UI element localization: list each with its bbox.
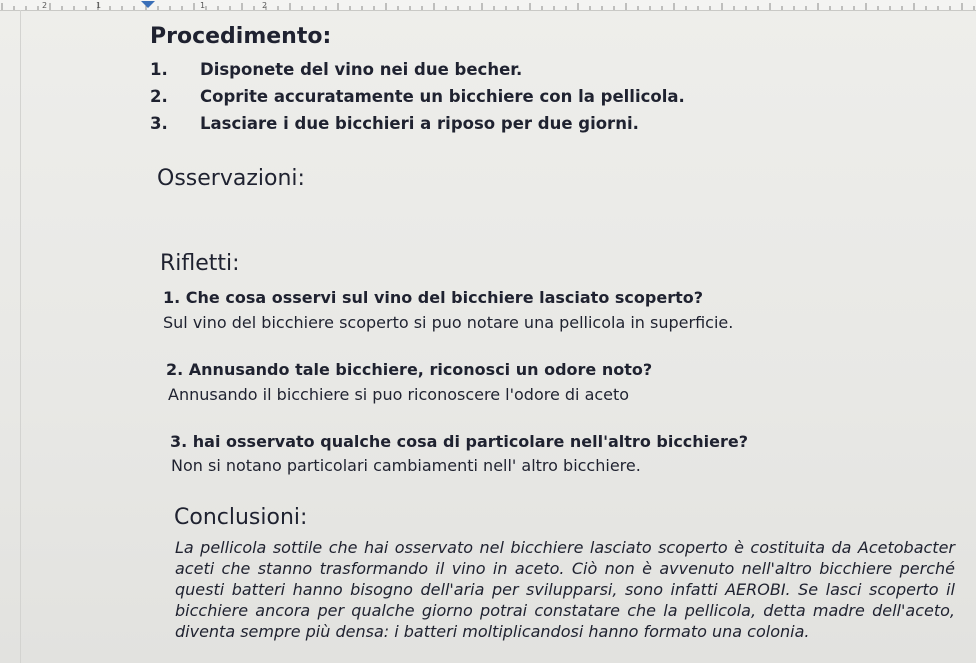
answer-1: Sul vino del bicchiere scoperto si puo notare una pellicola in superficie. <box>163 313 734 332</box>
question-1: 1. Che cosa osservi sul vino del bicchiere lasciato scoperto? <box>163 288 704 307</box>
conclusioni-heading: Conclusioni: <box>174 505 308 530</box>
ruler-label: 2 <box>262 1 268 10</box>
answer-3: Non si notano particolari cambiamenti nell' altro bicchiere. <box>171 456 641 475</box>
conclusioni-text: La pellicola sottile che hai osservato nel bicchiere lasciato scoperto è costituita da Acetobacter aceti che stanno trasformando il vino in aceto. Ciò non è avvenuto nell'altro bicchiere perché questi batteri hanno bisogno dell'aria per svilupparsi, sono infatti AEROBI. Se lasci scoperto il bicchiere ancora per qualche giorno potrai constatare che la pellicola, detta madre dell'aceto, diventa sempre più densa: i batteri moltiplicandosi hanno formato una colonia. <box>175 538 955 641</box>
step-number: 2. <box>150 87 168 106</box>
osservazioni-heading: Osservazioni: <box>157 166 305 191</box>
question-3: 3. hai osservato qualche cosa di particolare nell'altro bicchiere? <box>170 432 749 451</box>
step-number: 3. <box>150 114 168 133</box>
margin-line <box>20 10 21 663</box>
procedimento-heading: Procedimento: <box>150 24 332 49</box>
rifletti-heading: Rifletti: <box>160 251 240 276</box>
step-text: Coprite accuratamente un bicchiere con la pellicola. <box>200 87 685 106</box>
indent-marker <box>141 1 155 8</box>
step-number: 1. <box>150 60 168 79</box>
ruler-ticks <box>0 0 976 10</box>
ruler[interactable] <box>0 0 976 11</box>
answer-2: Annusando il bicchiere si puo riconoscere l'odore di aceto <box>168 385 630 404</box>
step-text: Lasciare i due bicchieri a riposo per due giorni. <box>200 114 639 133</box>
ruler-label: 1 <box>96 1 102 10</box>
question-2: 2. Annusando tale bicchiere, riconosci un odore noto? <box>166 360 653 379</box>
step-text: Disponete del vino nei due becher. <box>200 60 523 79</box>
ruler-label: 1 <box>200 1 206 10</box>
ruler-label: 2 <box>42 1 48 10</box>
